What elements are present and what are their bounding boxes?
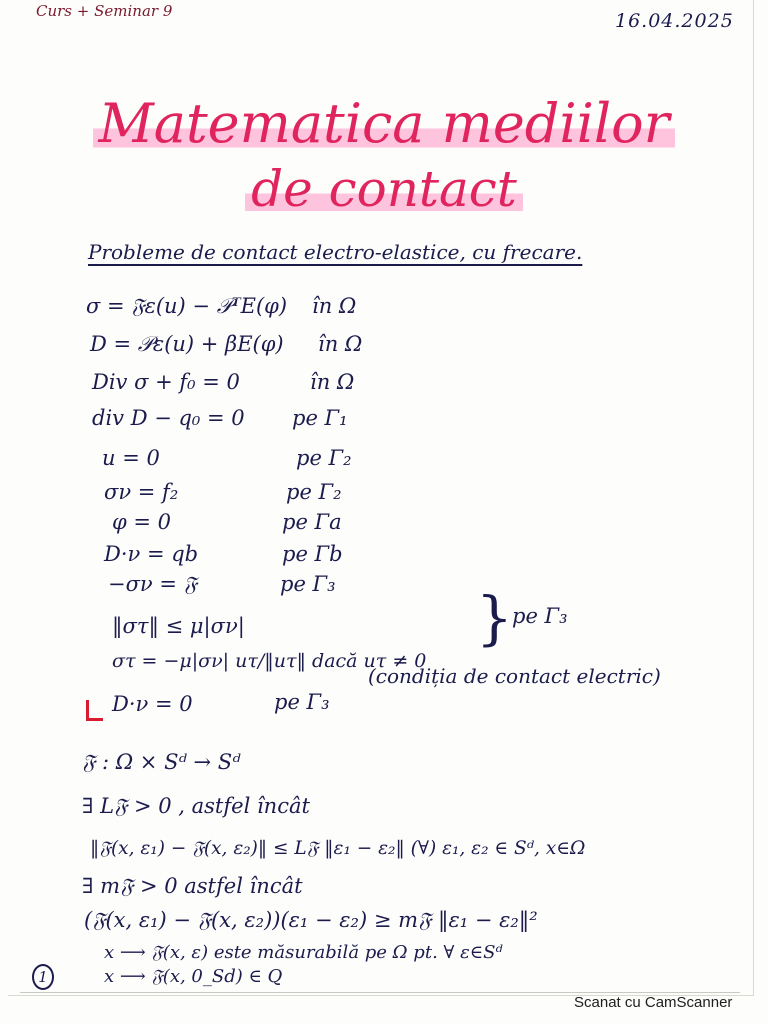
scan-bottom-edge xyxy=(20,992,740,993)
equation-7: φ = 0 xyxy=(112,510,172,534)
equation-1: σ = 𝔉ε(u) − 𝒫ᵀE(φ) xyxy=(86,294,288,318)
equation-3: Div σ + f₀ = 0 xyxy=(92,370,240,394)
curly-brace: } xyxy=(476,584,513,652)
page-number: 1 xyxy=(32,964,54,990)
equation-3-domain: în Ω xyxy=(310,370,355,394)
equation-1-domain: în Ω xyxy=(312,294,357,318)
friction-law: στ = −μ|σν| uτ/‖uτ‖ dacă uτ ≠ 0 xyxy=(112,650,427,672)
monotonicity-condition: (𝔉(x, ε₁) − 𝔉(x, ε₂))(ε₁ − ε₂) ≥ m𝔉 ‖ε₁ − ε₂‖² xyxy=(84,908,538,932)
monotonicity-intro: ∃ m𝔉 > 0 astfel încât xyxy=(82,874,303,898)
equation-2: D = 𝒫ε(u) + βE(φ) xyxy=(90,332,284,356)
equation-8: D·ν = qb xyxy=(104,542,199,566)
equation-5: u = 0 xyxy=(102,446,160,470)
scanner-watermark: Scanat cu CamScanner xyxy=(574,994,733,1011)
lipschitz-intro: ∃ L𝔉 > 0 , astfel încât xyxy=(82,794,310,818)
page-title xyxy=(0,92,768,155)
date-label: 16.04.2025 xyxy=(615,10,734,32)
lipschitz-condition: ‖𝔉(x, ε₁) − 𝔉(x, ε₂)‖ ≤ L𝔉 ‖ε₁ − ε₂‖ (∀) ε₁, ε₂ ∈ Sᵈ, x∈Ω xyxy=(90,838,586,859)
integrability-condition: x ⟶ 𝔉(x, 0_Sd) ∈ Q xyxy=(104,966,283,987)
equation-9: −σν = 𝔉 xyxy=(108,572,197,596)
course-label: Curs + Seminar 9 xyxy=(36,2,173,20)
equation-2-domain: în Ω xyxy=(318,332,363,356)
friction-inequality: ‖στ‖ ≤ μ|σν| xyxy=(112,614,245,638)
page-title-cont xyxy=(0,160,768,218)
friction-domain: pe Γ₃ xyxy=(512,604,568,628)
equation-5-domain: pe Γ₂ xyxy=(296,446,352,470)
contact-domain: pe Γ₃ xyxy=(274,690,330,714)
equation-8-domain: pe Γb xyxy=(282,542,343,566)
equation-6-domain: pe Γ₂ xyxy=(286,480,342,504)
equation-4-domain: pe Γ₁ xyxy=(292,406,348,430)
contact-note: (condiția de contact electric) xyxy=(368,664,661,688)
operator-definition: 𝔉 : Ω × Sᵈ → Sᵈ xyxy=(82,750,241,774)
title-line-2: de contact xyxy=(245,160,523,218)
section-heading: Probleme de contact electro-elastice, cu frecare. xyxy=(88,240,583,264)
equation-4: div D − q₀ = 0 xyxy=(92,406,245,430)
equation-6: σν = f₂ xyxy=(104,480,179,504)
contact-equation: D·ν = 0 xyxy=(112,692,193,716)
title-line-1: Matematica mediilor xyxy=(93,92,676,155)
equation-9-domain: pe Γ₃ xyxy=(280,572,336,596)
measurability-condition: x ⟶ 𝔉(x, ε) este măsurabilă pe Ω pt. ∀ ε∈Sᵈ xyxy=(104,942,503,963)
red-corner-mark xyxy=(86,700,103,721)
equation-7-domain: pe Γa xyxy=(282,510,342,534)
